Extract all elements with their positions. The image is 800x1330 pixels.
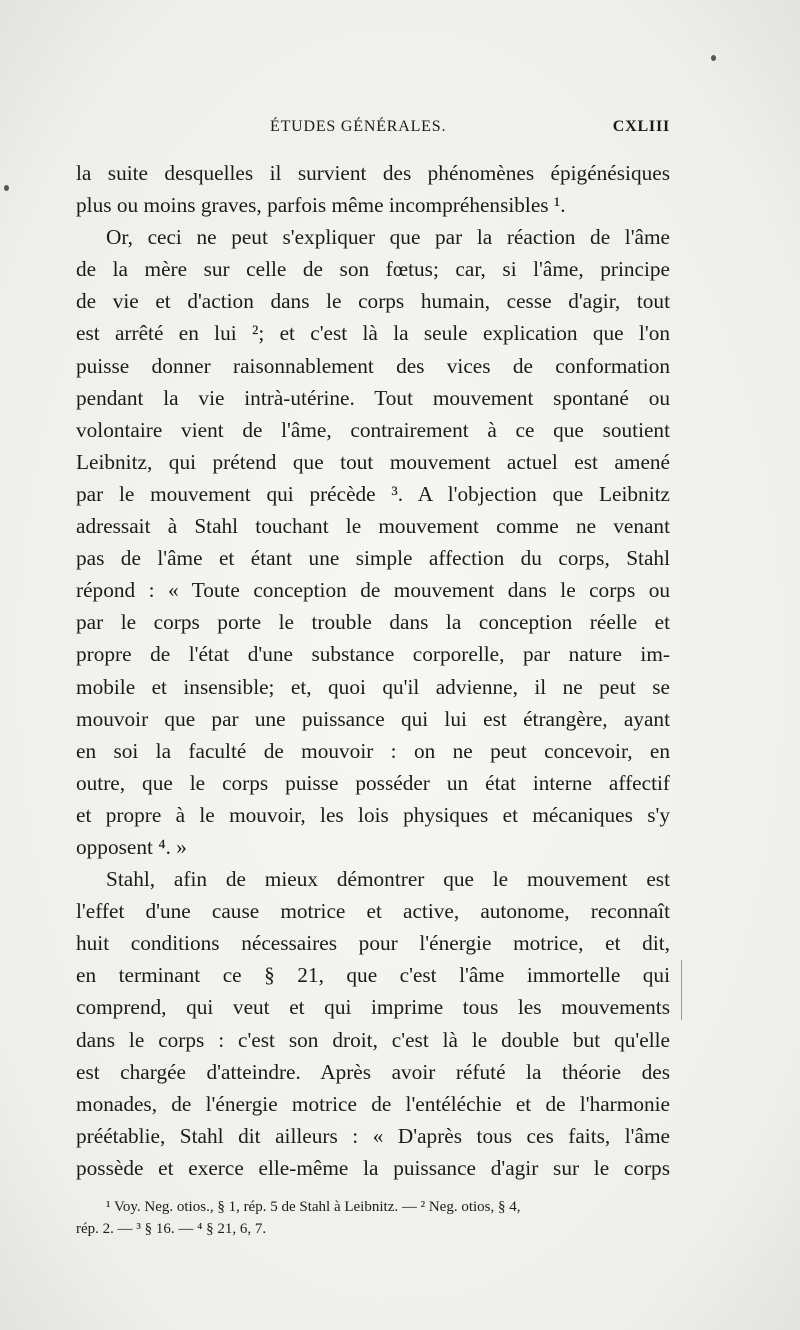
scan-artifact-line xyxy=(681,960,682,1020)
text-line: et propre à le mouvoir, les lois physiques et mécaniques s'y xyxy=(76,802,670,827)
text-line: opposent ⁴. » xyxy=(76,834,187,859)
text-line: la suite desquelles il survient des phénomènes épigénésiques xyxy=(76,161,670,185)
text-line: huit conditions nécessaires pour l'énergie motrice, et dit, xyxy=(76,931,670,956)
text-line: par le corps porte le trouble dans la conception réelle et xyxy=(76,610,670,635)
text-line: répond : « Toute conception de mouvement dans le corps ou xyxy=(76,578,670,603)
text-line: de vie et d'action dans le corps humain, cesse d'agir, tout xyxy=(76,289,670,314)
text-line: adressait à Stahl touchant le mouvement comme ne venant xyxy=(76,514,670,539)
text-line: est chargée d'atteindre. Après avoir réfuté la théorie des xyxy=(76,1059,670,1084)
text-line: dans le corps : c'est son droit, c'est là le double but qu'elle xyxy=(76,1027,670,1052)
text-line: Stahl, afin de mieux démontrer que le mouvement est xyxy=(106,867,670,892)
text-line: pas de l'âme et étant une simple affection du corps, Stahl xyxy=(76,546,670,571)
text-line: plus ou moins graves, parfois même incompréhensibles ¹. xyxy=(76,193,566,218)
running-header xyxy=(76,118,670,142)
text-line: comprend, qui veut et qui imprime tous les mouvements xyxy=(76,995,670,1020)
footnote-line: ¹ Voy. Neg. otios., § 1, rép. 5 de Stahl à Leibnitz. — ² Neg. otios, § 4, xyxy=(106,1199,521,1215)
scan-speck xyxy=(4,185,9,191)
text-line: monades, de l'énergie motrice de l'entéléchie et de l'harmonie xyxy=(76,1091,670,1116)
footnote-line: rép. 2. — ³ § 16. — ⁴ § 21, 6, 7. xyxy=(76,1221,267,1237)
text-line: propre de l'état d'une substance corporelle, par nature im- xyxy=(76,642,670,667)
text-line: est arrêté en lui ²; et c'est là la seule explication que l'on xyxy=(76,321,670,346)
text-line: possède et exerce elle-même la puissance d'agir sur le corps xyxy=(76,1155,670,1180)
text-line: volontaire vient de l'âme, contrairement à ce que soutient xyxy=(76,417,670,442)
text-line: mobile et insensible; et, quoi qu'il advienne, il ne peut se xyxy=(76,674,670,699)
text-line: par le mouvement qui précède ³. A l'objection que Leibnitz xyxy=(76,481,670,506)
text-line: Leibnitz, qui prétend que tout mouvement actuel est amené xyxy=(76,449,670,474)
text-line: puisse donner raisonnablement des vices de conformation xyxy=(76,353,670,378)
text-line: pendant la vie intrà-utérine. Tout mouvement spontané ou xyxy=(76,385,670,410)
footnotes xyxy=(76,1196,676,1240)
page-number: CXLIII xyxy=(612,118,670,135)
text-line: mouvoir que par une puissance qui lui est étrangère, ayant xyxy=(76,706,670,731)
text-line: en soi la faculté de mouvoir : on ne peut concevoir, en xyxy=(76,738,670,763)
text-line: de la mère sur celle de son fœtus; car, si l'âme, principe xyxy=(76,257,670,282)
text-line: Or, ceci ne peut s'expliquer que par la réaction de l'âme xyxy=(106,225,670,250)
main-text xyxy=(76,157,670,1184)
text-line: l'effet d'une cause motrice et active, autonome, reconnaît xyxy=(76,899,670,924)
running-title: ÉTUDES GÉNÉRALES. xyxy=(270,118,447,135)
scan-speck xyxy=(711,55,716,61)
text-line: préétablie, Stahl dit ailleurs : « D'après tous ces faits, l'âme xyxy=(76,1123,670,1148)
text-line: en terminant ce § 21, que c'est l'âme immortelle qui xyxy=(76,963,670,988)
text-line: outre, que le corps puisse posséder un état interne affectif xyxy=(76,770,670,795)
